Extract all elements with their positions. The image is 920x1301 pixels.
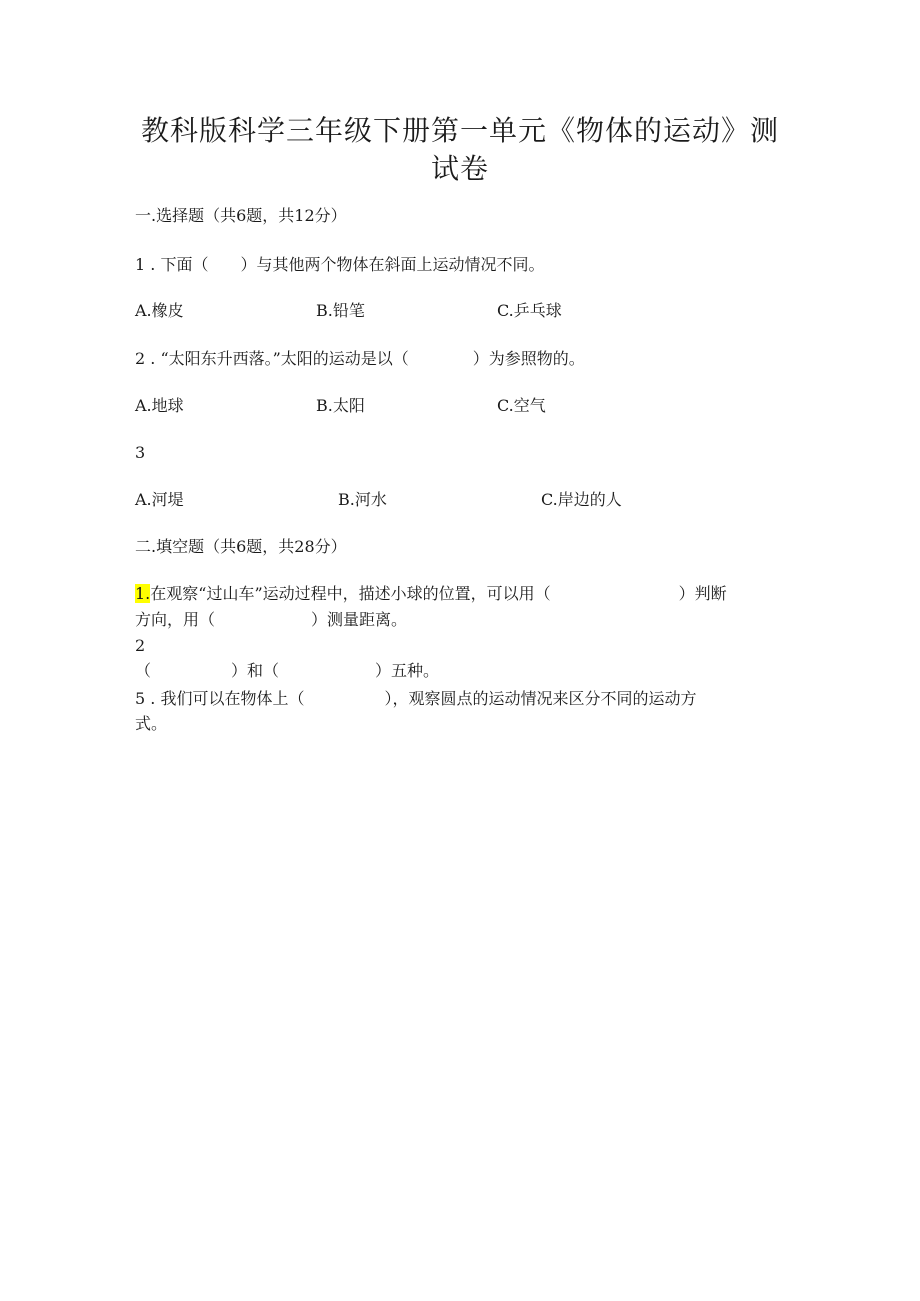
fill-question-1-text: 在观察“过山车”运动过程中，描述小球的位置，可以用（ ）判断 — [150, 584, 727, 603]
fill-question-1-number-highlight: 1. — [135, 584, 151, 603]
section-2-heading: 二.填空题（共6题，共28分） — [135, 537, 347, 556]
title-line-1: 教科版科学三年级下册第一单元《物体的运动》测 — [140, 114, 779, 147]
fill-question-2-line-1: （ ）和（ ）五种。 — [135, 661, 440, 680]
question-3-option-c: C.岸边的人 — [541, 490, 622, 509]
fill-question-2-number: 2 — [135, 636, 146, 655]
question-3-option-b: B.河水 — [338, 490, 387, 509]
title-line-2: 试卷 — [430, 152, 489, 185]
question-2-option-b: B.太阳 — [316, 396, 365, 415]
document-title — [120, 112, 800, 188]
question-2-option-c: C.空气 — [497, 396, 546, 415]
question-2-text: 2 . “太阳东升西落。”太阳的运动是以（ ）为参照物的。 — [135, 349, 585, 368]
question-1-option-b: B.铅笔 — [316, 301, 365, 320]
fill-question-5-line-2: 式。 — [135, 714, 168, 733]
question-3-text: 3 — [135, 443, 146, 462]
question-3-option-a: A.河堤 — [135, 490, 184, 509]
question-1-option-c: C.乒乓球 — [497, 301, 562, 320]
fill-question-1-line-2: 方向，用（ ）测量距离。 — [135, 610, 408, 629]
section-1-heading: 一.选择题（共6题，共12分） — [135, 206, 347, 225]
question-1-option-a: A.橡皮 — [135, 301, 184, 320]
question-1-text: 1 . 下面（ ）与其他两个物体在斜面上运动情况不同。 — [135, 255, 545, 274]
question-2-option-a: A.地球 — [135, 396, 184, 415]
fill-question-5-line-1: 5 . 我们可以在物体上（ ），观察圆点的运动情况来区分不同的运动方 — [135, 689, 697, 708]
fill-question-1-line-1 — [135, 583, 727, 605]
